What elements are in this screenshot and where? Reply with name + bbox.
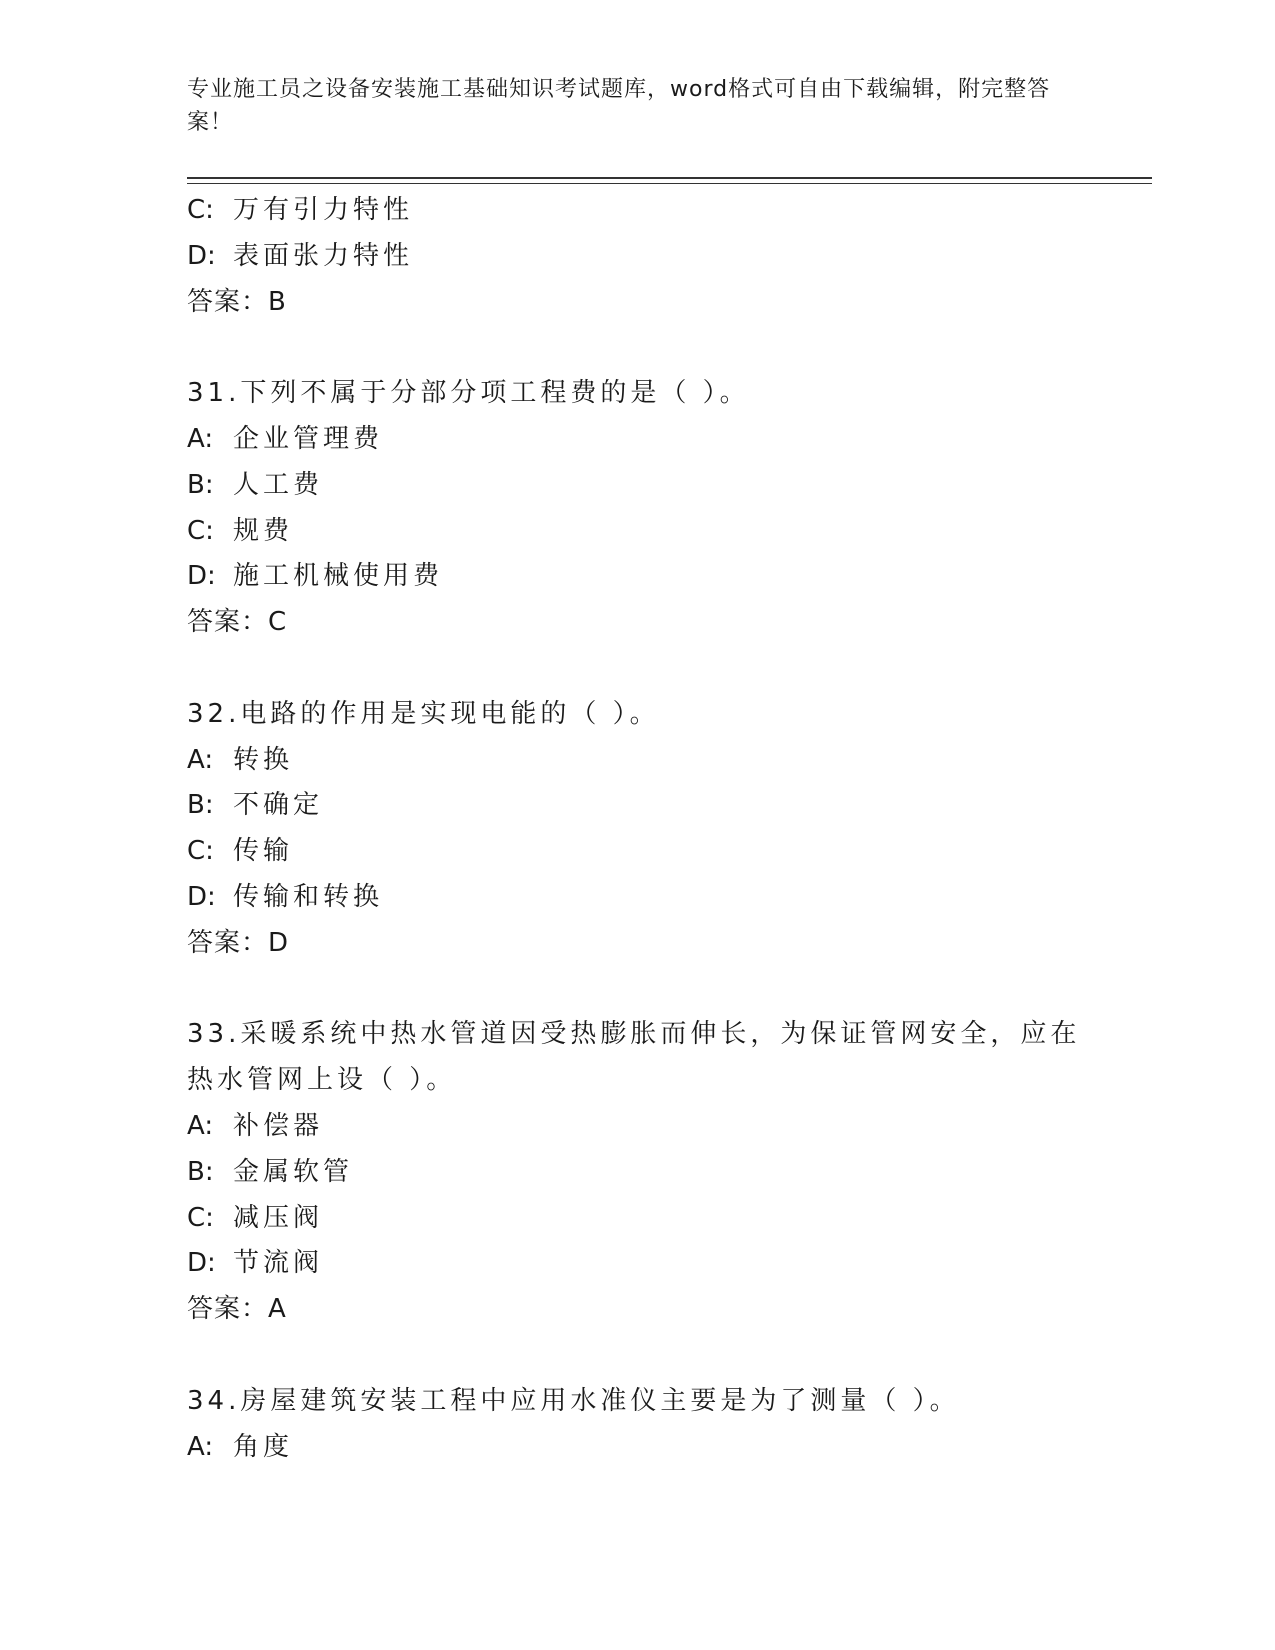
- option-text: 转换: [233, 744, 294, 775]
- option-text: 万有引力特性: [233, 195, 414, 225]
- option-text: 节流阀: [233, 1248, 324, 1279]
- option-row: [187, 829, 1087, 875]
- option-text: 角度: [233, 1431, 294, 1462]
- answer-line: 答案：A: [187, 1294, 287, 1325]
- option-row: [187, 188, 1087, 234]
- option-text: 减压阀: [233, 1202, 324, 1233]
- header-rule-thin: [187, 183, 1152, 184]
- answer-line: 答案：C: [187, 607, 288, 638]
- question-content: [187, 188, 1087, 1470]
- option-row: [187, 234, 1087, 280]
- option-text: 规费: [233, 515, 294, 546]
- option-key: D:: [187, 1248, 216, 1279]
- option-key: D:: [187, 561, 216, 592]
- option-key: A:: [187, 744, 214, 775]
- option-key: C:: [187, 195, 214, 225]
- option-text: 不确定: [233, 790, 324, 821]
- option-row: [187, 1425, 1087, 1471]
- option-key: B:: [187, 1156, 214, 1187]
- option-row: [187, 1196, 1087, 1242]
- option-text: 表面张力特性: [233, 240, 414, 271]
- option-text: 施工机械使用费: [233, 561, 444, 592]
- option-row: [187, 1241, 1087, 1287]
- option-key: D:: [187, 881, 216, 912]
- option-text: 传输: [233, 836, 294, 867]
- answer-line: 答案：D: [187, 927, 290, 958]
- option-row: [187, 783, 1087, 829]
- question-stem: 31.下列不属于分部分项工程费的是（ ）。: [187, 378, 750, 409]
- spacer: [187, 967, 1087, 1013]
- option-key: B:: [187, 469, 214, 500]
- question-stem: 33.采暖系统中热水管道因受热膨胀而伸长，为保证管网安全，应在热水管网上设（ ）。: [187, 1019, 1081, 1096]
- question-stem: 34.房屋建筑安装工程中应用水准仪主要是为了测量（ ）。: [187, 1385, 960, 1416]
- header-rule: [187, 177, 1152, 179]
- option-row: [187, 875, 1087, 921]
- option-row: [187, 463, 1087, 509]
- option-row: [187, 1104, 1087, 1150]
- option-row: [187, 554, 1087, 600]
- spacer: [187, 1333, 1087, 1379]
- option-key: B:: [187, 790, 214, 821]
- option-text: 传输和转换: [233, 881, 384, 912]
- answer-line: 答案：B: [187, 286, 287, 317]
- question-stem: 32.电路的作用是实现电能的（ ）。: [187, 698, 660, 729]
- option-text: 企业管理费: [233, 423, 384, 454]
- option-key: C:: [187, 836, 214, 867]
- option-key: A:: [187, 1110, 214, 1141]
- option-text: 金属软管: [233, 1156, 354, 1187]
- option-text: 补偿器: [233, 1110, 324, 1141]
- option-row: [187, 509, 1087, 555]
- option-key: C:: [187, 515, 214, 546]
- document-header: 专业施工员之设备安装施工基础知识考试题库，word格式可自由下载编辑，附完整答案！: [187, 77, 1051, 135]
- spacer: [187, 325, 1087, 371]
- option-row: [187, 738, 1087, 784]
- option-row: [187, 1150, 1087, 1196]
- option-key: A:: [187, 423, 214, 454]
- option-row: [187, 417, 1087, 463]
- option-key: A:: [187, 1431, 214, 1462]
- spacer: [187, 646, 1087, 692]
- option-key: C:: [187, 1202, 214, 1233]
- option-key: D:: [187, 240, 216, 271]
- option-text: 人工费: [233, 469, 324, 500]
